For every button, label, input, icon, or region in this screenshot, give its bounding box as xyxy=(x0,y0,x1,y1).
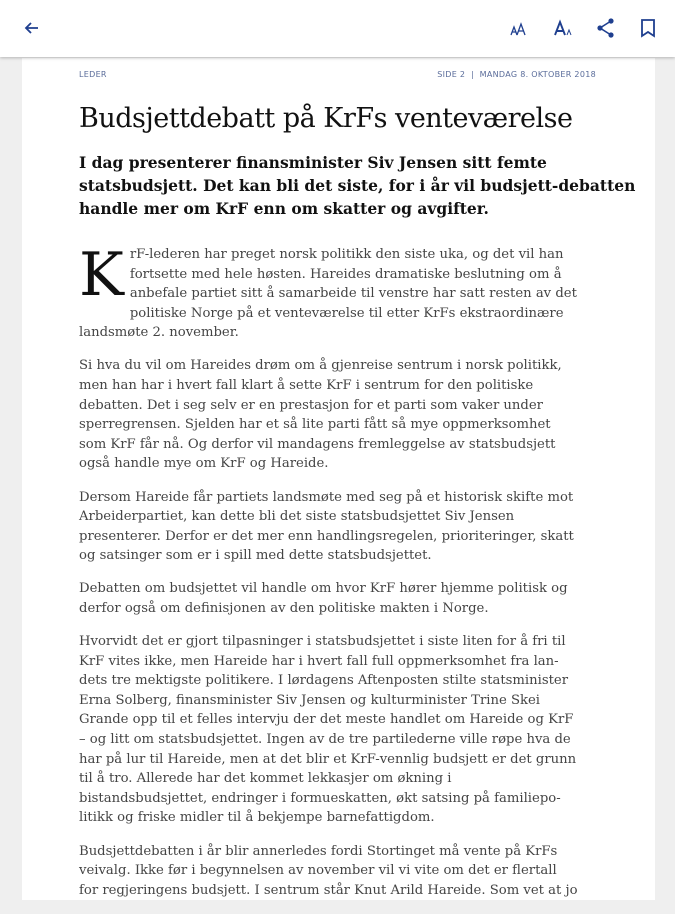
arrow-left-icon xyxy=(20,16,44,40)
text-line: og satsinger som er i spill med dette statsbudsjettet. xyxy=(79,548,432,564)
lead-line: handle mer om KrF enn om skatter og avgifter. xyxy=(79,199,489,218)
text-line: Erna Solberg, finansminister Siv Jensen og kulturminister Trine Skei xyxy=(79,692,541,708)
lead-line: statsbudsjett. Det kan bli det siste, for i år vil budsjett-debatten xyxy=(79,176,636,195)
text-line: politiske Norge på et venteværelse til etter KrFs ekstraordinære xyxy=(129,305,564,321)
text-size-increase-icon xyxy=(552,16,576,40)
text-size-increase-button[interactable] xyxy=(552,16,576,40)
text-line: Debatten om budsjettet vil handle om hvor KrF hører hjemme politisk og xyxy=(79,581,568,597)
text-line: bistandsbudsjettet, endringer i formueskatten, økt satsing på familiepo- xyxy=(79,790,561,806)
top-toolbar xyxy=(0,0,675,57)
text-line: dets tre mektigste politikere. I lørdagens Aftenposten stilte statsminister xyxy=(79,673,569,689)
bookmark-button[interactable] xyxy=(636,16,660,40)
text-line: også handle mye om KrF og Hareide. xyxy=(79,456,329,472)
paragraph xyxy=(79,240,599,343)
text-line: fortsette med hele høsten. Hareides dramatiske beslutning om å xyxy=(129,266,562,282)
text-line: Dersom Hareide får partiets landsmøte med seg på et historisk skifte mot xyxy=(79,489,574,505)
paragraph xyxy=(79,579,599,618)
share-button[interactable] xyxy=(594,16,618,40)
text-line: veivalg. Ikke før i begynnelsen av november vil vi vite om det er flertall xyxy=(79,863,557,879)
drop-cap: K xyxy=(79,240,124,310)
article-body xyxy=(79,240,599,914)
text-line: rF-lederen har preget norsk politikk den siste uka, og det vil han xyxy=(129,247,564,262)
text-line: litikk og friske midler til å bekjempe barnefattigdom. xyxy=(79,810,435,826)
text-line: – og litt om statsbudsjettet. Ingen av de tre partilederne ville røpe hva de xyxy=(79,732,571,748)
text-line: Arbeiderpartiet, kan dette bli det siste statsbudsjettet Siv Jensen xyxy=(79,509,515,525)
text-line: anbefale partiet sitt å samarbeide til venstre har satt resten av det xyxy=(129,286,577,302)
paragraph xyxy=(79,842,599,901)
paragraph xyxy=(79,356,599,474)
text-line: sperregrensen. Sjelden har et så lite parti fått så mye oppmerksomhet xyxy=(79,417,551,433)
text-line: Hvorvidt det er gjort tilpasninger i statsbudsjettet i siste liten for å fri til xyxy=(79,634,566,650)
article-lead xyxy=(79,151,635,220)
text-line: KrF vites ikke, men Hareide har i hvert fall full oppmerksomhet fra lan- xyxy=(79,653,559,669)
article-title: Budsjettdebatt på KrFs venteværelse xyxy=(79,103,573,134)
text-size-decrease-icon xyxy=(508,16,532,40)
lead-line: I dag presenterer finansminister Siv Jensen sitt femte xyxy=(79,153,547,172)
text-line: debatten. Det i seg selv er en prestasjon for et parti som vaker under xyxy=(79,397,543,413)
bookmark-icon xyxy=(636,16,660,40)
text-line: Grande opp til et felles intervju der det meste handlet om Hareide og KrF xyxy=(79,712,574,728)
text-line: Budsjettdebatten i år blir annerledes fordi Stortinget må vente på KrFs xyxy=(79,843,558,859)
text-line: men han har i hvert fall klart å sette KrF i sentrum for den politiske xyxy=(79,378,534,394)
page-date: SIDE 2 | MANDAG 8. OKTOBER 2018 xyxy=(437,70,596,79)
text-line: til å tro. Allerede har det kommet lekkasjer om økning i xyxy=(79,771,452,787)
text-size-decrease-button[interactable] xyxy=(508,16,532,40)
text-line: presenterer. Derfor er det mer enn handlingsregelen, prioriteringer, skatt xyxy=(79,528,574,544)
section-label: LEDER xyxy=(79,70,107,79)
text-line: derfor også om definisjonen av den politiske makten i Norge. xyxy=(79,601,489,616)
text-line: som KrF får nå. Og derfor vil mandagens fremleggelse av statsbudsjett xyxy=(79,436,556,452)
text-line: Si hva du vil om Hareides drøm om å gjenreise sentrum i norsk politikk, xyxy=(79,358,562,374)
paragraph xyxy=(79,632,599,828)
text-line: landsmøte 2. november. xyxy=(79,325,239,341)
back-button[interactable] xyxy=(20,16,44,40)
text-line: har på lur til Hareide, men at det blir et KrF-vennlig budsjett er det grunn xyxy=(79,751,577,767)
share-icon xyxy=(594,16,618,40)
text-line: for regjeringens budsjett. I sentrum står Knut Arild Hareide. Som vet at jo xyxy=(79,882,578,898)
paragraph xyxy=(79,488,599,566)
